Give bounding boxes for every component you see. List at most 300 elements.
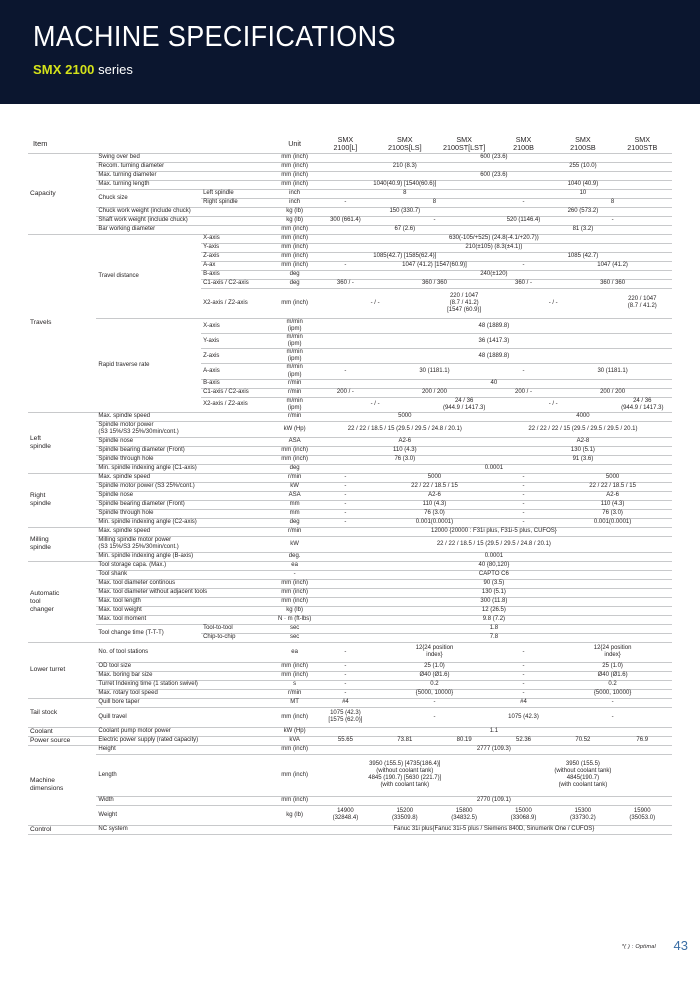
spec-unit: m/min (ipm) [274, 397, 316, 412]
spec-value: - [316, 198, 375, 207]
spec-group-label: Coolant [28, 727, 96, 736]
table-row [28, 552, 672, 561]
spec-value: 12000 {20000 : F31i plus, F31i-5 plus, CUFOS} [316, 527, 672, 536]
spec-value: 14900 (32848.4) [316, 805, 375, 825]
spec-value: 220 / 1047 (8.7 / 41.2) [613, 288, 672, 318]
spec-item-label: Spindle nose [96, 491, 273, 500]
spec-group-label: Automatic tool changer [28, 561, 96, 642]
table-row [28, 561, 672, 570]
spec-unit: mm (inch) [274, 234, 316, 243]
spec-item-label: Max. spindle speed [96, 473, 273, 482]
spec-unit: mm (inch) [274, 288, 316, 318]
column-header-item: Item [28, 136, 274, 153]
spec-item-label: Bar working diameter [96, 225, 273, 234]
spec-subitem-label: X2-axis / Z2-axis [201, 397, 273, 412]
spec-item-label: Max. rotary tool speed [96, 689, 273, 698]
spec-item-label: Spindle motor power (S3 25%/cont.) [96, 482, 273, 491]
spec-value: - [316, 689, 375, 698]
spec-value: 1.8 [316, 624, 672, 633]
spec-value: 70.52 [553, 736, 612, 745]
spec-value: - [553, 216, 672, 225]
spec-value: {5000, 10000} [553, 689, 672, 698]
table-row [28, 805, 672, 825]
spec-unit: m/min (ipm) [274, 364, 316, 379]
spec-item-label: Max. tool length [96, 597, 273, 606]
spec-item-label: Width [96, 796, 273, 805]
spec-value: 110 (4.3) [553, 500, 672, 509]
spec-value: {5000, 10000} [375, 689, 494, 698]
spec-unit: - [274, 570, 316, 579]
spec-item-label: Milling spindle motor power (S3 15%/S3 25%/30min/cont.) [96, 536, 273, 552]
spec-value: 3950 (155.5) (without coolant tank) 4845(190.7) (with coolant tank) [494, 754, 672, 796]
spec-item-label: Max. tool moment [96, 615, 273, 624]
column-header-model-3: SMX 2100ST[LST] [434, 136, 493, 153]
column-header-model-1: SMX 2100[L] [316, 136, 375, 153]
table-row [28, 754, 672, 796]
spec-value: - [494, 518, 553, 527]
table-row [28, 412, 672, 421]
spec-item-label: Spindle nose [96, 437, 273, 446]
spec-value: - [316, 680, 375, 689]
spec-value: 360 / - [316, 279, 375, 288]
spec-value: - [375, 707, 494, 727]
spec-item-label: Tool shank [96, 570, 273, 579]
spec-value: 52.36 [494, 736, 553, 745]
spec-value: 2770 (109.1) [316, 796, 672, 805]
spec-item-label: Min. spindle indexing angle (C1-axis) [96, 464, 273, 473]
spec-value: 200 / 200 [553, 388, 672, 397]
spec-item-label: Max. spindle speed [96, 527, 273, 536]
spec-value: 260 (573.2) [494, 207, 672, 216]
spec-unit: mm (inch) [274, 579, 316, 588]
spec-unit: mm (inch) [274, 745, 316, 754]
spec-item-label: Spindle motor power (S3 15%/S3 25%/30min/cont.) [96, 421, 273, 437]
spec-value: 12{24 position index} [375, 642, 494, 662]
table-row [28, 796, 672, 805]
table-row [28, 207, 672, 216]
spec-subitem-label: Y-axis [201, 243, 273, 252]
spec-value: 2777 (109.3) [316, 745, 672, 754]
table-row [28, 455, 672, 464]
table-row [28, 727, 672, 736]
spec-unit: r/min [274, 527, 316, 536]
table-body [28, 153, 672, 834]
spec-item-label: Tool change time (T-T-T) [96, 624, 201, 642]
spec-subitem-label: C1-axis / C2-axis [201, 388, 273, 397]
spec-unit: mm (inch) [274, 153, 316, 162]
spec-group-label: Left spindle [28, 412, 96, 473]
spec-value: 22 / 22 / 18.5 / 15 (29.5 / 29.5 / 24.8 / 20.1) [316, 536, 672, 552]
spec-value: 76 (3.0) [375, 509, 494, 518]
spec-group-label: Tail stock [28, 698, 96, 727]
spec-value: 30 (1181.1) [553, 364, 672, 379]
table-row [28, 437, 672, 446]
column-header-model-6: SMX 2100STB [613, 136, 672, 153]
spec-value: 110 (4.3) [316, 446, 494, 455]
spec-item-label: OD tool size [96, 662, 273, 671]
spec-value: 3950 (155.5) [4735(186.4)] (without coolant tank) 4845 (190.7) [5630 (221.7)] (with coolant tank) [316, 754, 494, 796]
spec-value: A2-8 [494, 437, 672, 446]
spec-group-label: Travels [28, 234, 96, 412]
spec-unit: deg [274, 279, 316, 288]
table-row [28, 707, 672, 727]
spec-value: 55.65 [316, 736, 375, 745]
spec-value: 630(-105/+525) (24.8(-4.1/+20.7)) [316, 234, 672, 243]
table-row [28, 318, 672, 333]
spec-value: 1075 (42.3) [494, 707, 553, 727]
spec-value: 360 / 360 [553, 279, 672, 288]
spec-value: 210 (8.3) [316, 162, 494, 171]
table-row [28, 536, 672, 552]
spec-item-label: Max. tool weight [96, 606, 273, 615]
spec-subitem-label: C1-axis / C2-axis [201, 279, 273, 288]
spec-value: 600 (23.6) [316, 153, 672, 162]
spec-unit: kVA [274, 736, 316, 745]
spec-subitem-label: B-axis [201, 379, 273, 388]
spec-value: 5000 [553, 473, 672, 482]
spec-group-label: Power source [28, 736, 96, 745]
spec-unit: s [274, 680, 316, 689]
spec-value: - [494, 473, 553, 482]
spec-value: 1040 (40.9) [494, 180, 672, 189]
series-label: series [98, 62, 133, 77]
table-row [28, 588, 672, 597]
spec-item-label: Max. tool diameter continous [96, 579, 273, 588]
page-subtitle [33, 63, 133, 76]
spec-value: - [494, 198, 553, 207]
spec-unit: kW [274, 536, 316, 552]
spec-unit: sec [274, 624, 316, 633]
spec-value: - [316, 662, 375, 671]
spec-value: 12{24 position index} [553, 642, 672, 662]
spec-subitem-label: Z-axis [201, 349, 273, 364]
spec-item-label: Max. spindle speed [96, 412, 273, 421]
spec-value: Ø40 (Ø1.6) [553, 671, 672, 680]
spec-item-label: Max. tool diameter without adjacent tools [96, 588, 273, 597]
spec-subitem-label: Z-axis [201, 252, 273, 261]
spec-group-label: Right spindle [28, 473, 96, 527]
table-row [28, 624, 672, 633]
table-row [28, 162, 672, 171]
spec-value: 200 / - [494, 388, 553, 397]
table-row [28, 745, 672, 754]
spec-unit: MT [274, 698, 316, 707]
spec-item-label: Quill travel [96, 707, 273, 727]
spec-item-label: Chuck work weight (include chuck) [96, 207, 273, 216]
spec-value: - [494, 364, 553, 379]
spec-value: - [494, 261, 553, 270]
table-row [28, 698, 672, 707]
spec-value: A2-6 [553, 491, 672, 500]
spec-value: 0.001(0.0001) [375, 518, 494, 527]
spec-unit: ASA [274, 491, 316, 500]
spec-group-label: Control [28, 825, 96, 834]
spec-unit: kg (lb) [274, 216, 316, 225]
spec-unit: mm (inch) [274, 707, 316, 727]
spec-value: 15900 (35053.0) [613, 805, 672, 825]
spec-item-label: No. of tool stations [96, 642, 273, 662]
page-title: MACHINE SPECIFICATIONS [33, 21, 396, 53]
table-row [28, 153, 672, 162]
spec-unit: r/min [274, 473, 316, 482]
spec-subitem-label: X-axis [201, 234, 273, 243]
spec-value: 130 (5.1) [494, 446, 672, 455]
spec-group-label: Machine dimensions [28, 745, 96, 825]
spec-unit: kg (lb) [274, 207, 316, 216]
spec-unit: deg [274, 518, 316, 527]
spec-value: 210(±105) (8.3(±4.1)) [316, 243, 672, 252]
spec-value: 10 [494, 189, 672, 198]
spec-unit: mm (inch) [274, 180, 316, 189]
spec-value: 5000 [375, 473, 494, 482]
spec-unit: ea [274, 561, 316, 570]
spec-value: - [316, 364, 375, 379]
page-number: 43 [673, 938, 688, 953]
spec-value: - [316, 500, 375, 509]
spec-unit: kW [274, 482, 316, 491]
spec-value: 1085 (42.7) [494, 252, 672, 261]
spec-value: - [316, 482, 375, 491]
spec-unit [274, 825, 316, 834]
spec-value: 25 (1.0) [375, 662, 494, 671]
spec-item-label: Min. spindle indexing angle (B-axis) [96, 552, 273, 561]
spec-item-label: Length [96, 754, 273, 796]
spec-value: Ø40 (Ø1.6) [375, 671, 494, 680]
spec-unit: mm (inch) [274, 162, 316, 171]
spec-unit: mm (inch) [274, 243, 316, 252]
spec-value: 255 (10.0) [494, 162, 672, 171]
spec-item-label: Spindle through hole [96, 509, 273, 518]
table-row [28, 671, 672, 680]
table-row [28, 464, 672, 473]
spec-value: - [316, 671, 375, 680]
spec-value: 200 / - [316, 388, 375, 397]
table-row [28, 606, 672, 615]
spec-unit: ASA [274, 437, 316, 446]
spec-unit: deg [274, 270, 316, 279]
spec-item-label: Coolant pump motor power [96, 727, 273, 736]
spec-value: - / - [316, 397, 435, 412]
specifications-table-wrapper [28, 136, 672, 835]
spec-value: - [494, 642, 553, 662]
spec-subitem-label: X-axis [201, 318, 273, 333]
table-row [28, 421, 672, 437]
spec-value: 1040(40.9) [1540(60.6)] [316, 180, 494, 189]
spec-value: 36 (1417.3) [316, 334, 672, 349]
spec-item-label: Rapid traverse rate [96, 318, 201, 412]
spec-value: 240(±120) [316, 270, 672, 279]
spec-value: 22 / 22 / 18.5 / 15 (29.5 / 29.5 / 24.8 / 20.1) [316, 421, 494, 437]
spec-unit: kg (lb) [274, 805, 316, 825]
spec-subitem-label: Tool-to-tool [201, 624, 273, 633]
column-header-model-4: SMX 2100B [494, 136, 553, 153]
spec-value: 15800 (34832.5) [434, 805, 493, 825]
spec-item-label: Max. turning diameter [96, 171, 273, 180]
spec-item-label: Recom. turning diameter [96, 162, 273, 171]
spec-value: 24 / 36 (944.9 / 1417.3) [613, 397, 672, 412]
spec-value: 73.81 [375, 736, 434, 745]
spec-value: - / - [494, 397, 613, 412]
spec-unit: N · m (ft-lbs) [274, 615, 316, 624]
spec-subitem-label: Right spindle [201, 198, 273, 207]
table-row [28, 680, 672, 689]
spec-unit: m/min (ipm) [274, 334, 316, 349]
spec-unit: deg [274, 464, 316, 473]
spec-value: 0.0001 [316, 464, 672, 473]
spec-value: 25 (1.0) [553, 662, 672, 671]
spec-value: 40 [316, 379, 672, 388]
spec-unit: deg. [274, 552, 316, 561]
table-row [28, 736, 672, 745]
page-header-band [0, 0, 700, 104]
spec-value: 130 (5.1) [316, 588, 672, 597]
spec-value: - [316, 261, 375, 270]
spec-value: 1075 (42.3) [1575 (62.0)] [316, 707, 375, 727]
spec-value: - / - [494, 288, 613, 318]
table-row [28, 509, 672, 518]
spec-value: 40 {80,120} [316, 561, 672, 570]
spec-item-label: Spindle through hole [96, 455, 273, 464]
spec-item-label: Travel distance [96, 234, 201, 318]
table-row [28, 579, 672, 588]
spec-item-label: Max. boring bar size [96, 671, 273, 680]
spec-value: A2-6 [316, 437, 494, 446]
spec-value: - [494, 662, 553, 671]
spec-value: 1.1 [316, 727, 672, 736]
spec-value: 300 (11.8) [316, 597, 672, 606]
spec-value: 4000 [494, 412, 672, 421]
spec-value: 7.8 [316, 633, 672, 642]
spec-value: CAPTO C6 [316, 570, 672, 579]
spec-value: 8 [553, 198, 672, 207]
spec-value: A2-6 [375, 491, 494, 500]
table-row [28, 615, 672, 624]
spec-value: - [316, 642, 375, 662]
table-row [28, 689, 672, 698]
table-row [28, 662, 672, 671]
spec-value: 90 (3.5) [316, 579, 672, 588]
spec-value: - [494, 671, 553, 680]
spec-value: 5000 [316, 412, 494, 421]
table-row [28, 527, 672, 536]
spec-value: 76 (3.0) [553, 509, 672, 518]
spec-unit: mm (inch) [274, 225, 316, 234]
spec-value: #4 [494, 698, 553, 707]
spec-value: 76 (3.0) [316, 455, 494, 464]
spec-item-label: Weight [96, 805, 273, 825]
column-header-model-5: SMX 2100SB [553, 136, 612, 153]
spec-value: 48 (1889.8) [316, 349, 672, 364]
spec-value: - [316, 473, 375, 482]
spec-item-label: Turret Indexing time (1 station swivel) [96, 680, 273, 689]
spec-unit: r/min [274, 689, 316, 698]
spec-value: - [316, 491, 375, 500]
spec-value: - [316, 518, 375, 527]
spec-value: 0.001(0.0001) [553, 518, 672, 527]
spec-unit: mm (inch) [274, 671, 316, 680]
spec-value: 48 (1889.8) [316, 318, 672, 333]
spec-subitem-label: Y-axis [201, 334, 273, 349]
table-row [28, 597, 672, 606]
spec-unit: mm (inch) [274, 171, 316, 180]
spec-item-label: Height [96, 745, 273, 754]
spec-subitem-label: X2-axis / Z2-axis [201, 288, 273, 318]
spec-value: 200 / 200 [375, 388, 494, 397]
spec-value: 76.9 [613, 736, 672, 745]
spec-unit: inch [274, 189, 316, 198]
spec-value: 1047 (41.2) [1547(60.9)] [375, 261, 494, 270]
spec-value: 81 (3.2) [494, 225, 672, 234]
spec-unit: kW (Hp) [274, 421, 316, 437]
specifications-table [28, 136, 672, 835]
spec-unit: inch [274, 198, 316, 207]
spec-value: 22 / 22 / 22 / 15 (29.5 / 29.5 / 29.5 / 20.1) [494, 421, 672, 437]
spec-value: 9.8 (7.2) [316, 615, 672, 624]
spec-value: 30 (1181.1) [375, 364, 494, 379]
spec-value: - [494, 482, 553, 491]
spec-group-label: Capacity [28, 153, 96, 234]
table-row [28, 171, 672, 180]
table-row [28, 825, 672, 834]
spec-value: 110 (4.3) [375, 500, 494, 509]
spec-item-label: Chuck size [96, 189, 201, 207]
spec-value: 24 / 36 (944.9 / 1417.3) [434, 397, 493, 412]
table-row [28, 570, 672, 579]
spec-unit: mm (inch) [274, 662, 316, 671]
spec-value: 1047 (41.2) [553, 261, 672, 270]
spec-unit: mm (inch) [274, 252, 316, 261]
spec-value: 600 (23.6) [316, 171, 672, 180]
spec-subitem-label: A-ax [201, 261, 273, 270]
spec-item-label: Tool storage capa. (Max.) [96, 561, 273, 570]
table-row [28, 234, 672, 243]
spec-value: 1085(42.7) [1585(62.4)] [316, 252, 494, 261]
table-row [28, 473, 672, 482]
spec-unit: r/min [274, 388, 316, 397]
spec-value: 220 / 1047 (8.7 / 41.2) [1547 (60.9)] [434, 288, 493, 318]
table-row [28, 518, 672, 527]
spec-value: 300 (661.4) [316, 216, 375, 225]
spec-value: - / - [316, 288, 435, 318]
spec-value: 0.2 [375, 680, 494, 689]
table-row [28, 500, 672, 509]
spec-value: 12 (26.5) [316, 606, 672, 615]
spec-value: - [494, 689, 553, 698]
table-row [28, 180, 672, 189]
footnote: *( ) : Optimal [621, 944, 656, 950]
spec-value: 150 (330.7) [316, 207, 494, 216]
table-row [28, 491, 672, 500]
spec-item-label: Max. turning length [96, 180, 273, 189]
spec-value: 360 / - [494, 279, 553, 288]
spec-item-label: Shaft work weight (include chuck) [96, 216, 273, 225]
table-row [28, 189, 672, 198]
spec-item-label: Min. spindle indexing angle (C2-axis) [96, 518, 273, 527]
spec-unit: mm [274, 509, 316, 518]
spec-value: - [375, 698, 494, 707]
spec-unit: m/min (ipm) [274, 318, 316, 333]
spec-value: 22 / 22 / 18.5 / 15 [375, 482, 494, 491]
spec-value: 8 [375, 198, 494, 207]
spec-value: - [494, 491, 553, 500]
spec-unit: mm (inch) [274, 455, 316, 464]
table-header [28, 136, 672, 153]
table-row [28, 216, 672, 225]
table-row [28, 225, 672, 234]
spec-value: 91 (3.6) [494, 455, 672, 464]
spec-value: - [553, 698, 672, 707]
spec-unit: mm (inch) [274, 796, 316, 805]
